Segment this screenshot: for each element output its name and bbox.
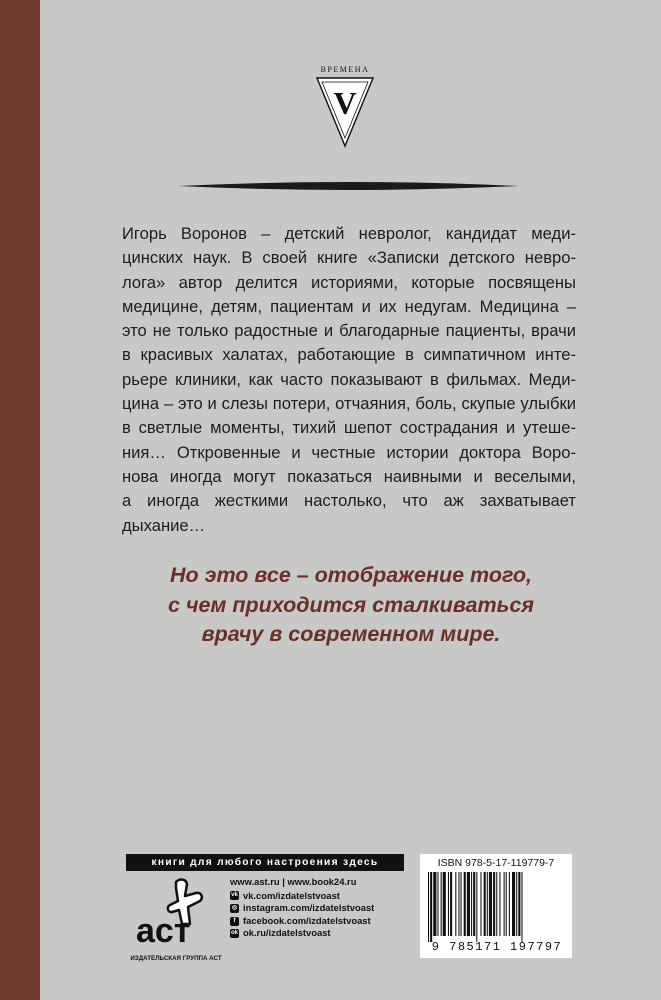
annotation-line: ния… Откровенные и честные истории доктора Воро- [122, 442, 576, 462]
odnoklassniki-icon: ok [230, 930, 238, 937]
barcode-bar [458, 872, 459, 936]
barcode-bar [516, 872, 517, 936]
barcode-bar [518, 872, 520, 936]
annotation-line: медицине, детям, пациентам и их недугам. Медицина – [122, 296, 576, 316]
barcode-bar [461, 872, 462, 936]
publisher-sites[interactable]: www.ast.ru | www.book24.ru [230, 876, 357, 887]
social-link-text: facebook.com/izdatelstvoast [243, 914, 371, 926]
barcode-bar [484, 872, 486, 936]
barcode-bar [521, 872, 522, 942]
quote-line: с чем приходится сталкиваться [168, 592, 534, 617]
annotation-line: а иногда жесткими настолько, что аж захватывает [122, 491, 576, 511]
publisher-caption: ИЗДАТЕЛЬСКАЯ ГРУППА АСТ [130, 955, 222, 962]
social-link-text: ok.ru/izdatelstvoast [243, 927, 331, 939]
barcode-bar [509, 872, 510, 936]
social-link-text: vk.com/izdatelstvoast [243, 889, 340, 901]
barcode-bar [493, 872, 495, 936]
barcode-bar [499, 872, 500, 936]
annotation-line: нова иногда могут показаться наивными и веселыми, [122, 466, 576, 486]
barcode-bar [504, 872, 505, 936]
annotation-line: в красивых халатах, работающие в симпатичном инте- [122, 345, 576, 365]
social-link[interactable] [230, 927, 414, 940]
annotation-line: лога» автор делится историями, которые посвящены [122, 272, 576, 292]
barcode-bar [443, 872, 446, 936]
barcode-bar [450, 872, 452, 936]
barcode-bar [448, 872, 449, 936]
social-link[interactable] [230, 890, 414, 903]
barcode-bar [473, 872, 475, 936]
annotation-line: дыхание… [122, 515, 206, 535]
series-logo-letter: V [333, 85, 357, 121]
annotation-text [122, 222, 576, 538]
ast-logo-text: аст [136, 912, 191, 950]
highlight-quote [120, 561, 582, 650]
tagline-banner: книги для любого настроения здесь [126, 854, 404, 871]
annotation-line: цина – это и слезы потери, отчаяния, боль, скупые улыбки [122, 394, 576, 414]
series-logo [313, 62, 377, 152]
quote-line: врачу в современном мире. [201, 622, 501, 646]
barcode-bar [481, 872, 482, 936]
annotation-line: в светлые моменты, тихий шепот сострадания и утеше- [122, 418, 576, 438]
quote-line: Но это все – отображение того, [169, 563, 533, 587]
barcode-bar [471, 872, 472, 936]
barcode-bar [441, 872, 442, 936]
barcode-bar [496, 872, 497, 936]
annotation-line: это не только радостные и благодарные пациенты, врачи [122, 321, 576, 341]
barcode-bar [430, 872, 432, 942]
social-link[interactable] [230, 915, 414, 928]
barcode-bar [487, 872, 488, 936]
barcode-panel [420, 854, 572, 958]
barcode-bar [433, 872, 436, 936]
instagram-icon: ◎ [231, 904, 238, 911]
facebook-icon: f [230, 917, 239, 926]
publisher-links [230, 876, 414, 940]
isbn-label: ISBN 978-5-17-119779-7 [437, 857, 555, 869]
annotation-line: Игорь Воронов – детский невролог, кандидат меди- [122, 224, 576, 243]
barcode-bar [506, 872, 507, 936]
spine-stripe [0, 0, 40, 1000]
barcode-bar [512, 872, 515, 936]
ornamental-divider [178, 175, 518, 197]
barcode-bar [489, 872, 492, 936]
barcode-bar [428, 872, 429, 942]
ast-logo [124, 876, 220, 954]
barcode-bar [464, 872, 466, 936]
barcode-bar [476, 872, 477, 942]
annotation-line: рьере клиники, как часто показывают в фильмах. Меди- [122, 369, 576, 389]
social-link[interactable] [230, 902, 414, 915]
vk-icon: vk [231, 892, 238, 899]
barcode [426, 872, 568, 942]
barcode-bar [467, 872, 470, 936]
social-link-text: instagram.com/izdatelstvoast [243, 902, 375, 914]
annotation-line: цинских наук. В своей книге «Записки детского невро- [122, 248, 576, 268]
barcode-bar [437, 872, 438, 936]
series-logo-word: ВРЕМЕНА [320, 65, 370, 74]
barcode-bar [455, 872, 456, 936]
barcode-digits: 9 785171 197797 [431, 940, 563, 954]
